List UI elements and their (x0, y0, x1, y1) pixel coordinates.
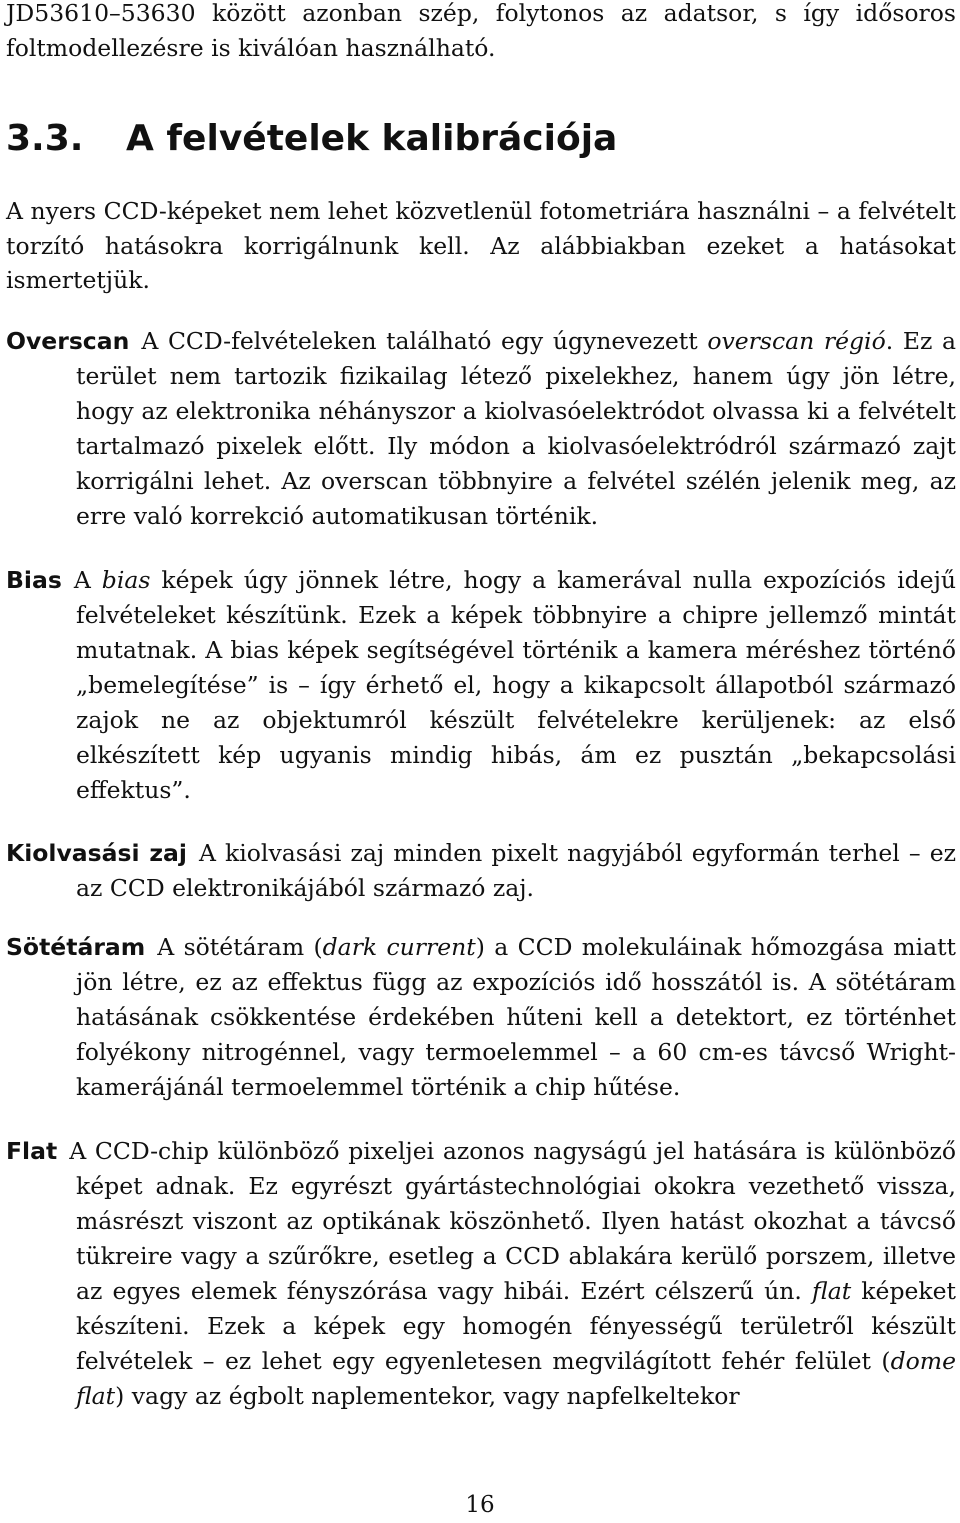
definition-emphasis: overscan régió (707, 327, 886, 355)
definition-text: ) a CCD molekuláinak hőmozgása miatt jön létre, ez az effektus függ az expozíciós idő hosszától is. A sötétáram hatásának csökkentése érdekében hűteni kell a detektort, ez történhet folyékony nitrogénnel, vagy termoelemmel – a 60 cm-es távcső Wright-kamerájánál termoelemmel történik a chip hűtése. (76, 933, 956, 1101)
definition-flat (6, 1134, 956, 1414)
definition-emphasis: bias (101, 566, 151, 594)
definition-text: A kiolvasási zaj minden pixelt nagyjából egyformán terhel – ez az CCD elektronikájából származó zaj. (76, 839, 956, 902)
definition-term: Kiolvasási zaj (6, 839, 187, 867)
intro-paragraph (6, 0, 956, 65)
section-intro-text: A nyers CCD-képeket nem lehet közvetlenül fotometriára használni – a felvételt torzító hatásokra korrigálnunk kell. Az alábbiakban ezeket a hatásokat ismertetjük. (6, 197, 956, 294)
intro-text: JD53610–53630 között azonban szép, folytonos az adatsor, s így idősoros foltmodellezésre is kiválóan használható. (6, 0, 956, 62)
definition-term: Bias (6, 566, 62, 594)
definition-text: ) vagy az égbolt naplementekor, vagy napfelkeltekor (115, 1382, 740, 1410)
definition-term: Sötétáram (6, 933, 146, 961)
definition-sotetaram (6, 930, 956, 1105)
definition-emphasis: dome flat (76, 1347, 956, 1410)
definition-term: Flat (6, 1137, 58, 1165)
page-number: 16 (465, 1492, 495, 1518)
definition-bias (6, 563, 956, 808)
section-heading (6, 116, 956, 162)
section-title: A felvételek kalibrációja (126, 118, 618, 159)
definition-text: képeket készíteni. Ezek a képek egy homogén fényességű területről készült felvételek – ez lehet egy egyenletesen megvilágított fehér felület ( (76, 1277, 956, 1375)
definition-emphasis: dark current (322, 933, 476, 961)
definition-emphasis: flat (812, 1277, 852, 1305)
definition-text: A CCD-felvételeken található egy úgynevezett (141, 327, 708, 355)
definition-text: A (73, 566, 102, 594)
definition-text: A sötétáram ( (157, 933, 323, 961)
definition-kiolvasasi-zaj (6, 836, 956, 906)
section-number: 3.3. (6, 118, 84, 159)
definition-term: Overscan (6, 327, 130, 355)
definition-text: képek úgy jönnek létre, hogy a kamerával nulla expozíciós idejű felvételeket készítünk. Ezek a képek többnyire a chipre jellemző mintát mutatnak. A bias képek segítségével történik a kamera méréshez történő „bemelegítése” is – így érhető el, hogy a kikapcsolt állapotból származó zajok ne az objektumról készült felvételekre kerüljenek: az első elkészített kép ugyanis mindig hibás, ám ez pusztán „bekapcsolási effektus”. (76, 566, 956, 804)
definition-overscan (6, 324, 956, 534)
section-intro-paragraph (6, 194, 956, 298)
definition-text: A CCD-chip különböző pixeljei azonos nagyságú jel hatására is különböző képet adnak. Ez egyrészt gyártástechnológiai okokra vezethető vissza, másrészt viszont az optikának köszönhető. Ilyen hatást okozhat a távcső tükreire vagy a szűrőkre, esetleg a CCD ablakára kerülő porszem, illetve az egyes elemek fényszórása vagy hibái. Ezért célszerű ún. (69, 1137, 956, 1305)
definition-text: . Ez a terület nem tartozik fizikailag létező pixelekhez, hanem úgy jön létre, hogy az elektronika néhányszor a kiolvasóelektródot olvassa ki a felvételt tartalmazó pixelek előtt. Ily módon a kiolvasóelektródról származó zajt korrigálni lehet. Az overscan többnyire a felvétel szélén jelenik meg, az erre való korrekció automatikusan történik. (76, 327, 956, 530)
